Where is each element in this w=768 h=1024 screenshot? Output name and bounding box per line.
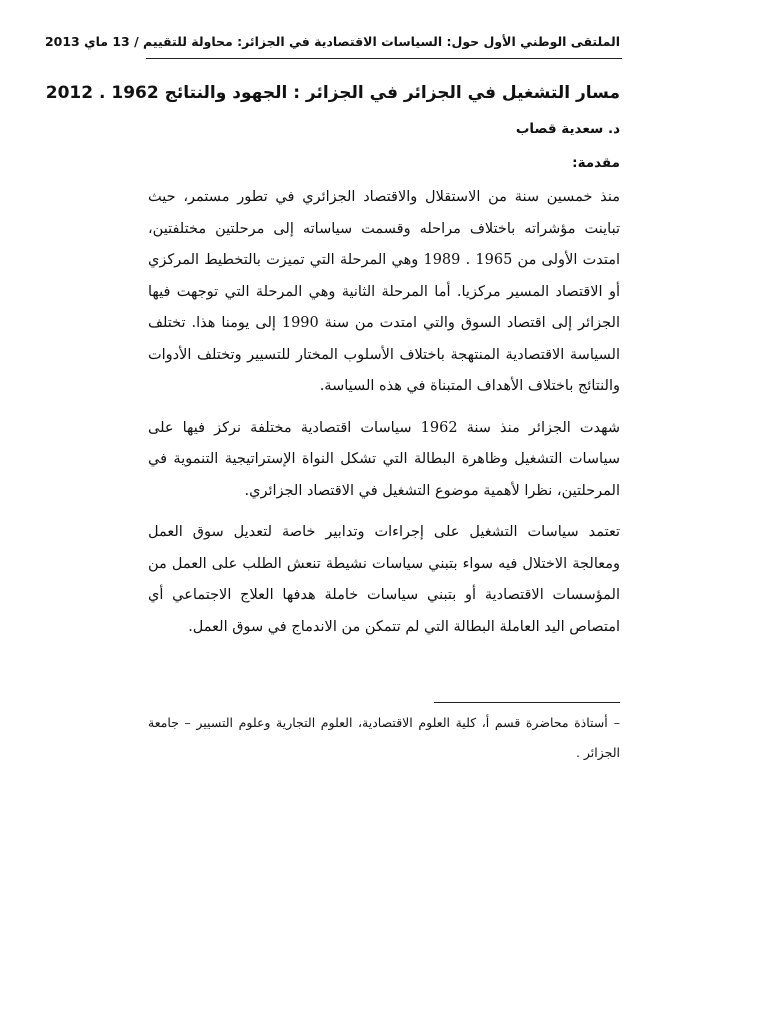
paragraph-3: تعتمد سياسات التشغيل على إجراءات وتدابير خاصة لتعديل سوق العمل ومعالجة الاختلال فيه سواء بتبني سياسات نشيطة تنعش الطلب على العمل من المؤسسات الاقتصادية أو بتبني سياسات خاملة هدفها العلاج الاجتماعي أي امتصاص اليد العاملة البطالة التي لم تتمكن من الاندماج في سوق العمل. (148, 524, 620, 635)
paragraph-1: منذ خمسين سنة من الاستقلال والاقتصاد الجزائري في تطور مستمر، حيث تباينت مؤشراته باختلاف مراحله وقسمت سياساته إلى مرحلتين مختلفتين، امتدت الأولى من 1965 . 1989 وهي المرحلة التي تميزت بالتخطيط المركزي أو الاقتصاد المسير مركزيا. أما المرحلة الثانية وهي المرحلة التي توجهت فيها الجزائر إلى اقتصاد السوق والتي امتدت من سنة 1990 إلى يومنا هذا. تختلف السياسة الاقتصادية المنتهجة باختلاف الأسلوب المختار للتسيير وتختلف الأدوات والنتائج باختلاف الأهداف المتبناة في هذه السياسة. (148, 189, 621, 394)
running-header: الملتقى الوطني الأول حول: السياسات الاقتصادية في الجزائر: محاولة للتقييم / 13 ماي 2013 (44, 34, 620, 49)
header-rule (146, 58, 622, 59)
author-name: د. سعدية قصاب (515, 121, 620, 137)
body-text (148, 182, 620, 653)
introduction-heading: مقدمة: (572, 155, 620, 171)
footnote-rule (434, 702, 620, 703)
paper-title: مسار التشغيل في الجزائر في الجزائر : الجهود والنتائج 1962 . 2012 (45, 83, 620, 103)
footnote-marker: – (613, 715, 620, 730)
footnote-text: أستاذة محاضرة قسم أ، كلية العلوم الاقتصادية، العلوم التجارية وعلوم التسيير – جامعة الجزائر . (148, 715, 620, 760)
footnote (148, 708, 620, 768)
paragraph-2: شهدت الجزائر منذ سنة 1962 سياسات اقتصادية مختلفة نركز فيها على سياسات التشغيل وظاهرة البطالة التي تشكل النواة الإستراتيجية التنموية في المرحلتين، نظرا لأهمية موضوع التشغيل في الاقتصاد الجزائري. (148, 419, 620, 499)
